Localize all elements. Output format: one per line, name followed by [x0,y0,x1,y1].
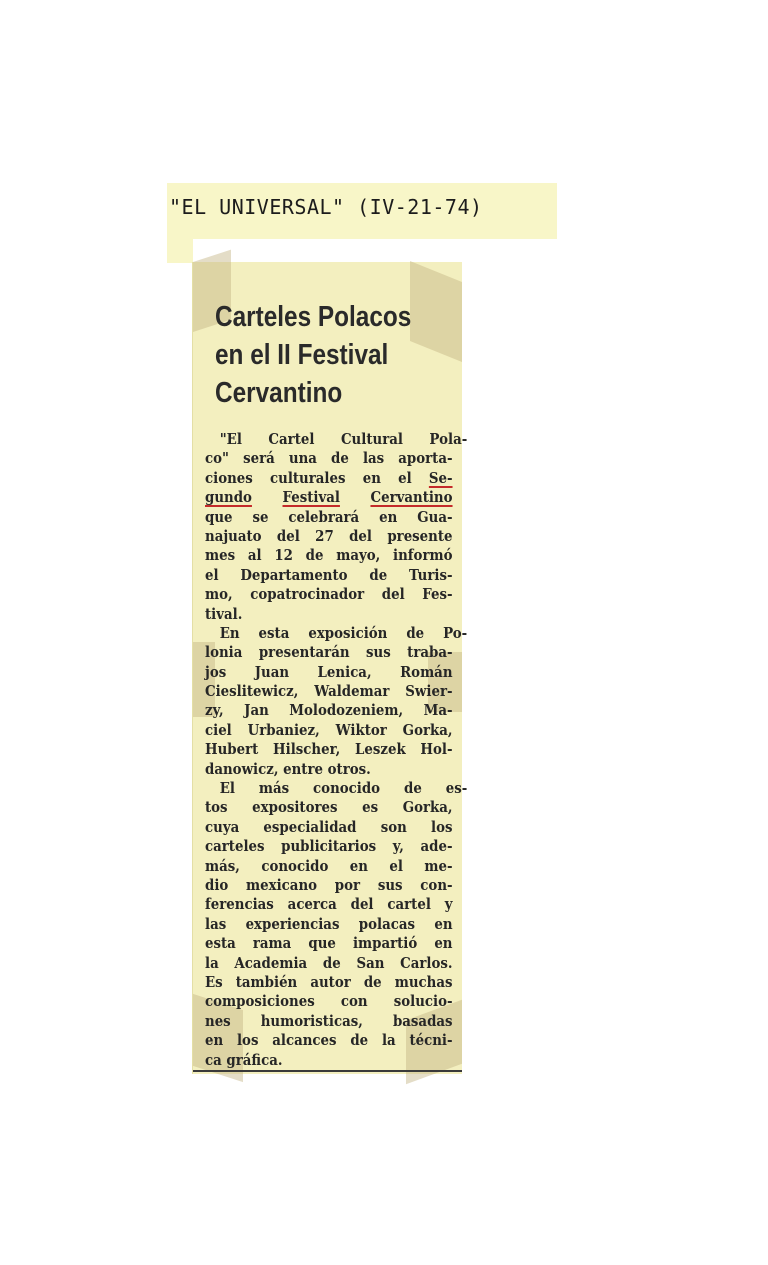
article-line: En esta exposición de Po- [219,624,468,642]
bottom-rule [193,1070,462,1072]
article-line: esta rama que impartió en [205,935,453,953]
article-line: el Departamento de Turis- [205,566,453,584]
headline-line: Carteles Polacos [215,301,412,333]
article-line: mes al 12 de mayo, informó [205,547,453,565]
article-line: lonia presentarán sus traba- [205,644,453,662]
article-line: más, conocido en el me- [205,857,453,875]
article-line: en los alcances de la técni- [205,1032,453,1050]
article-line: que se celebrará en Gua- [205,508,453,526]
article-line: zy, Jan Molodozeniem, Ma- [205,702,453,720]
article-line: la Academia de San Carlos. [205,954,453,972]
article-line: cuya especialidad son los [205,818,453,836]
article-line: El más conocido de es- [219,780,468,798]
article-line: tos expositores es Gorka, [205,799,453,817]
article-line: jos Juan Lenica, Román [205,663,453,681]
article-line: las experiencias polacas en [205,915,453,933]
article-body [205,430,468,1070]
article-line: tival. [205,605,243,623]
article-line: najuato del 27 del presente [205,527,453,545]
article-line: mo, copatrocinador del Fes- [205,586,453,604]
tape-patch [410,261,462,362]
article-line: ferencias acerca del cartel y [205,896,453,914]
article-line: nes humoristicas, basadas [205,1012,453,1030]
article-line: ciel Urbaniez, Wiktor Gorka, [205,721,453,739]
article-line: gundo Festival Cervantino [205,489,453,507]
article-line: ca gráfica. [205,1051,283,1069]
label-paper-strip [167,239,193,263]
article-line: dio mexicano por sus con- [205,876,453,894]
headline-line: Cervantino [215,377,343,409]
article-headline [215,298,413,412]
article-line: Hubert Hilscher, Leszek Hol- [205,741,453,759]
headline-line: en el II Festival [215,339,389,371]
newspaper-clipping [192,262,468,1074]
article-line: composiciones con solucio- [205,993,453,1011]
article-line: "El Cartel Cultural Pola- [219,431,468,448]
article-line: carteles publicitarios y, ade- [205,838,453,856]
article-line: Es también autor de muchas [205,973,453,991]
article-line: danowicz, entre otros. [205,760,371,778]
article-line: Cieslitewicz, Waldemar Swier- [205,683,453,701]
source-label: "EL UNIVERSAL" (IV-21-74) [167,183,557,239]
article-line: co" será una de las aporta- [205,450,453,468]
article-line: ciones culturales en el Se- [205,469,453,487]
